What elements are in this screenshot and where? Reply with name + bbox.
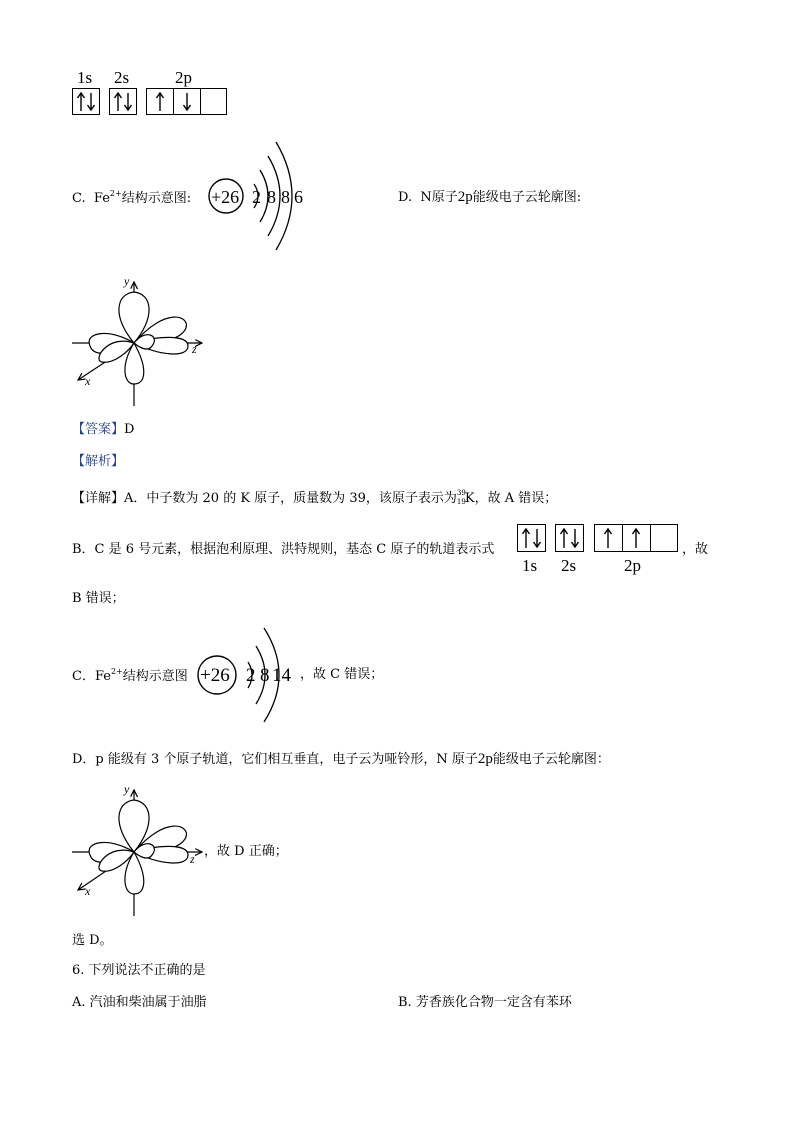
question-6-stem: 6. 下列说法不正确的是: [72, 963, 206, 978]
p-orbital-diagram: [70, 782, 210, 918]
y-axis-label: y: [124, 782, 130, 796]
fe2-structure-correct: [196, 618, 300, 738]
question-6-option-a: A. 汽油和柴油属于油脂: [72, 995, 207, 1010]
detail-c-line: C．$Fe^{2+}$结构示意图: [72, 667, 188, 684]
option-c: C. $Fe^{2+}$结构示意图:: [72, 189, 192, 206]
nuclide-notation: 39 19: [456, 489, 466, 506]
conclusion: 选 D。: [72, 933, 113, 948]
up-arrow-icon: [623, 527, 650, 550]
analysis-line: [72, 455, 124, 468]
z-axis-label: z: [190, 852, 195, 866]
up-arrow-icon: [147, 91, 173, 113]
p-orbital-lobes-icon: [70, 276, 210, 408]
label-2p: 2p: [175, 68, 192, 87]
label-2s: 2s: [561, 556, 577, 575]
shell-electrons: 14: [272, 665, 291, 686]
orbital-box-1s: [517, 524, 546, 552]
shell-electrons: 2: [252, 187, 261, 207]
x-axis-label: x: [85, 884, 91, 898]
orbital-box-2p: [146, 88, 227, 115]
detail-c-end: ，故 C 错误；: [300, 667, 384, 682]
up-down-arrows-icon: [110, 91, 136, 113]
detail-tag: 【详解】: [72, 491, 125, 506]
detail-b-end: ，故: [682, 542, 709, 557]
orbital-cell-empty: [651, 525, 679, 551]
shell-electrons: 8: [267, 187, 276, 207]
label-2p: 2p: [624, 556, 641, 575]
detail-a-line: 【详解】A．中子数为 20 的 K 原子，质量数为 39，该原子表示为 39 19 K，故 A 错误；: [72, 489, 558, 506]
z-axis-label: z: [192, 342, 197, 356]
orbital-cell: [174, 89, 201, 114]
y-axis-label: y: [124, 274, 130, 288]
shell-electrons: 8: [260, 665, 270, 686]
p-orbital-diagram: [70, 276, 210, 408]
answer-value: D: [124, 422, 135, 437]
orbital-cell-empty: [201, 89, 228, 114]
up-down-arrows-icon: [518, 527, 545, 550]
orbital-box-2s: [109, 88, 137, 115]
label-2s: 2s: [114, 68, 130, 87]
orbital-cell: [147, 89, 174, 114]
up-arrow-icon: [595, 527, 622, 550]
orbital-box-2s: [555, 524, 584, 552]
x-axis-label: x: [85, 374, 91, 388]
detail-d-line: D．p 能级有 3 个原子轨道，它们相互垂直，电子云为哑铃形，N 原子2p能级电子云轮廓图：: [72, 751, 610, 767]
nucleus-charge: +26: [211, 187, 240, 207]
orbital-box-1s: [72, 88, 100, 115]
detail-b-line: B．C 是 6 号元素，根据泡利原理、洪特规则，基态 C 原子的轨道表示式: [72, 542, 495, 557]
nucleus-charge: +26: [200, 665, 230, 686]
detail-b-cont: B 错误；: [72, 591, 125, 606]
orbital-cell: [595, 525, 623, 551]
shell-electrons: 8: [281, 187, 290, 207]
up-down-arrows-icon: [556, 527, 583, 550]
p-orbital-lobes-icon: [70, 782, 210, 918]
label-1s: 1s: [77, 68, 93, 87]
down-arrow-icon: [174, 91, 200, 113]
shell-electrons: 2: [246, 665, 256, 686]
fe2-structure-diagram: [208, 132, 318, 260]
orbital-cell: [623, 525, 651, 551]
detail-d-end: ，故 D 正确；: [204, 844, 288, 859]
orbital-box-2p: [594, 524, 678, 552]
option-d: D. N原子2p能级电子云轮廓图:: [398, 189, 582, 205]
up-down-arrows-icon: [73, 91, 99, 113]
analysis-tag: 【解析】: [72, 454, 125, 469]
answer-line: [72, 423, 134, 436]
question-6-option-b: B. 芳香族化合物一定含有苯环: [398, 995, 572, 1010]
label-1s: 1s: [522, 556, 538, 575]
answer-tag: 【答案】: [72, 422, 125, 437]
shell-electrons: 6: [294, 187, 303, 207]
